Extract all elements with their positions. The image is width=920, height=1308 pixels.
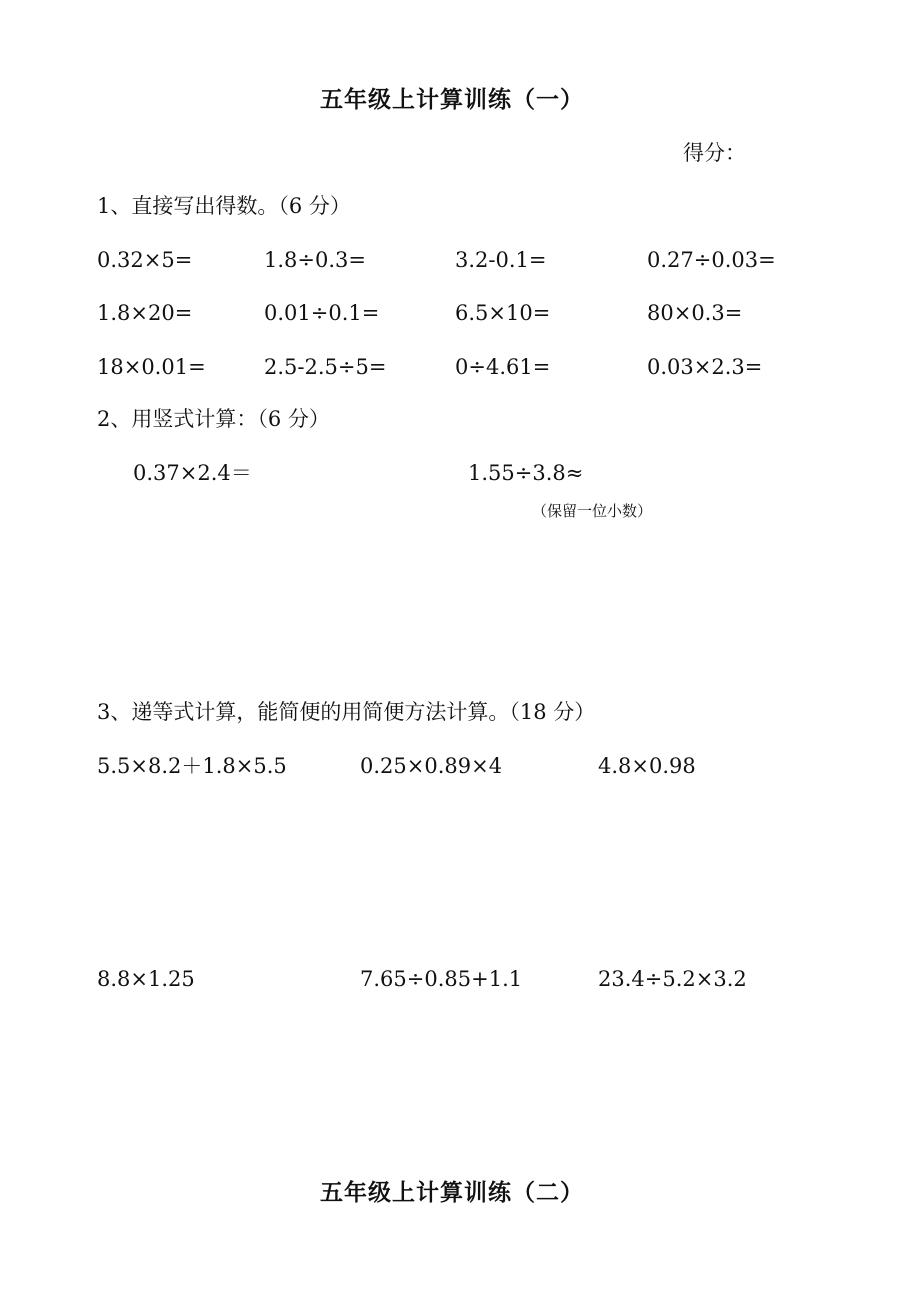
vertical-problem: 1.55÷3.8≈ [468, 461, 584, 485]
oral-problem: 0.01÷0.1= [264, 301, 380, 325]
oral-problem: 0.32×5= [97, 248, 193, 272]
vertical-problem: 0.37×2.4＝ [133, 461, 252, 485]
stepwise-problem: 5.5×8.2＋1.8×5.5 [97, 754, 287, 778]
stepwise-problem: 8.8×1.25 [97, 967, 195, 991]
oral-problem: 2.5-2.5÷5= [264, 355, 387, 379]
oral-problem: 80×0.3= [647, 301, 743, 325]
stepwise-problem: 7.65÷0.85+1.1 [360, 967, 523, 991]
stepwise-problem: 23.4÷5.2×3.2 [598, 967, 747, 991]
oral-problem: 0.03×2.3= [647, 355, 763, 379]
oral-problem: 1.8÷0.3= [264, 248, 366, 272]
oral-problem: 1.8×20= [97, 301, 193, 325]
stepwise-problem: 4.8×0.98 [598, 754, 696, 778]
worksheet-title: 五年级上计算训练（一） [320, 87, 584, 113]
rounding-note: （保留一位小数） [532, 502, 653, 520]
oral-problem: 0.27÷0.03= [647, 248, 776, 272]
section-1-heading: 1、直接写出得数。（6 分） [97, 194, 351, 218]
oral-problem: 0÷4.61= [455, 355, 551, 379]
oral-problem: 6.5×10= [455, 301, 551, 325]
oral-problem: 3.2-0.1= [455, 248, 547, 272]
oral-problem: 18×0.01= [97, 355, 206, 379]
worksheet-2-title: 五年级上计算训练（二） [320, 1180, 584, 1206]
stepwise-problem: 0.25×0.89×4 [360, 754, 503, 778]
score-label: 得分： [683, 141, 746, 165]
section-2-heading: 2、用竖式计算：（6 分） [97, 407, 330, 431]
section-3-heading: 3、递等式计算，能简便的用简便方法计算。（18 分） [97, 700, 596, 724]
